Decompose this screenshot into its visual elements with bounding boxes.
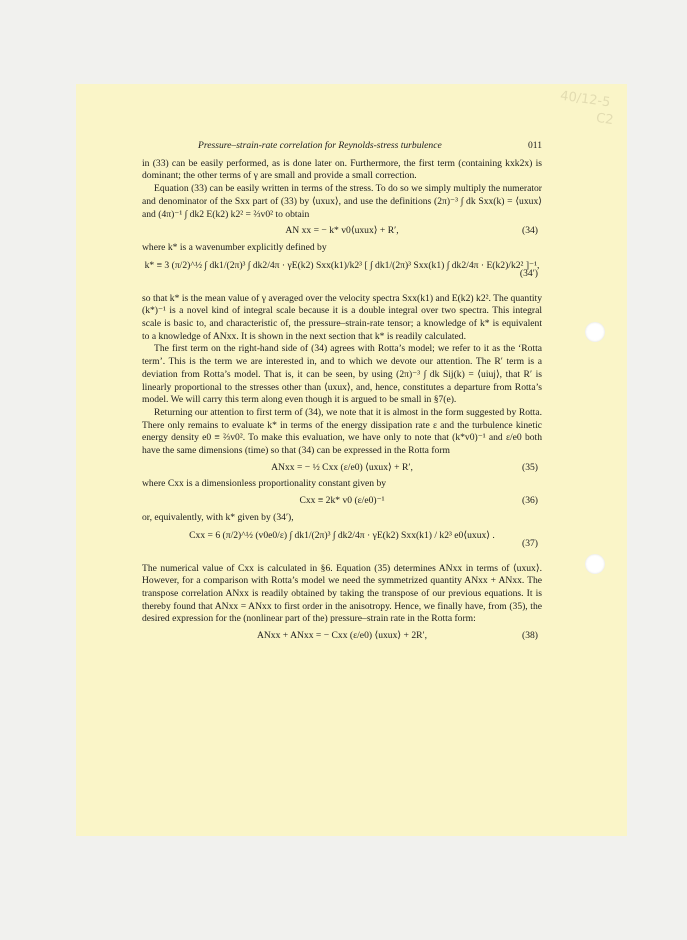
equation-number: (36) [522,495,538,507]
body-text [142,158,542,643]
punch-hole [585,554,605,574]
equation-number: (38) [522,630,538,642]
equation [142,225,542,238]
paragraph: or, equivalently, with k* given by (34′), [142,511,294,523]
equation-number: (34′) [519,267,538,279]
paragraph: so that k* is the mean value of γ averaged over the velocity spectra Sxx(k1) and E(k2) k2². The quantity (k*)⁻¹ is a novel kind of integral scale because it is a double integral over two spectra. This integral scale is basic to, and characteristic of, the pressure–strain-rate tensor; a knowledge of k* is equivalent to a knowledge of ANxx. It is shown in the next section that k* is readily calculated. [142,292,542,342]
equation-body: ANxx = − ½ Cxx (ε/e0) ⟨uxux⟩ + R′, [271,461,413,473]
paragraph: Equation (33) can be easily written in terms of the stress. To do so we simply multiply the numerator and denominator of the Sxx part of (33) by ⟨uxux⟩, and use the definitions (2π)⁻³ ∫ dk Sxx(k) = ⟨uxux⟩ and (4π)⁻¹ ∫ dk2 E(k2) k2² = ⅔v0² to obtain [142,183,542,220]
page-number: 011 [527,140,542,151]
equation-body: k* ≡ 3 (π/2)^½ ∫ dk1/(2π)³ ∫ dk2/4π · γE(k2) Sxx(k1)/k2³ [ ∫ dk1/(2π)³ Sxx(k1) ∫ dk2/4π · E(k2)/k2² ]⁻¹, [144,259,540,271]
equation [142,259,542,289]
equation-body: ANxx + ANxx = − Cxx (ε/e0) ⟨uxux⟩ + 2R′, [256,630,428,642]
pencil-mark: C2 [595,110,615,129]
paragraph: Returning our attention to first term of (34), we note that it is almost in the form suggested by Rotta. There only remains to evaluate k* in terms of the energy dissipation rate ε and the turbulence kinetic energy density e0 ≡ ⅔v0². To make this evaluation, we have only to note that (k*v0)⁻¹ and ε/e0 both have the same dimensions (time) so that (34) can be expressed in the Rotta form [142,406,542,457]
running-header [142,140,542,153]
equation-body: AN xx = − k* v0⟨uxux⟩ + R′, [285,225,399,237]
paragraph: where Cxx is a dimensionless proportionality constant given by [142,478,387,490]
equation-number: (37) [522,537,538,549]
equation-body: Cxx = 6 (π/2)^½ (v0e0/ε) ∫ dk1/(2π)³ ∫ dk2/4π · γE(k2) Sxx(k1) / k2³ e0⟨uxux⟩ . [189,529,495,541]
equation [142,495,542,508]
equation-number: (34) [522,225,538,237]
paragraph: in (33) can be easily performed, as is done later on. Furthermore, the first term (containing kxk2x) is dominant; the other terms of γ are small and provide a small correction. [142,157,542,182]
paragraph: where k* is a wavenumber explicitly defined by [142,241,327,253]
equation [142,462,542,475]
punch-hole [585,322,605,342]
equation [142,529,542,559]
pencil-mark: 40/12-5 [559,88,612,111]
equation-number: (35) [522,461,538,473]
paragraph: The numerical value of Cxx is calculated in §6. Equation (35) determines ANxx in terms of ⟨uxux⟩. However, for a comparison with Rotta’s model we need the symmetrized quantity ANxx + ANxx. The transpose correlation ANxx is readily obtained by taking the transpose of our previous equations. It is thereby found that ANxx = ANxx to first order in the anisotropy. Hence, we finally have, from (35), the desired expression for the (nonlinear part of the) pressure–strain rate in the Rotta form: [142,562,542,625]
equation-body: Cxx ≡ 2k* v0 (ε/e0)⁻¹ [299,495,385,507]
running-title: Pressure–strain-rate correlation for Reynolds-stress turbulence [198,140,442,151]
page-content [142,140,542,647]
paragraph: The first term on the right-hand side of (34) agrees with Rotta’s model; we refer to it as the ‘Rotta term’. This is the term we are interested in, and to which we devote our attention. The R′ term is a deviation from Rotta’s model. That is, it can be seen, by using (2π)⁻³ ∫ dk Sij(k) = ⟨uiuj⟩, that R′ is linearly proportional to the stresses other than ⟨uxux⟩, and, hence, constitutes a departure from Rotta’s model. We will carry this term along even though it is argued to be small in §7(e). [142,343,542,406]
equation [142,630,542,643]
